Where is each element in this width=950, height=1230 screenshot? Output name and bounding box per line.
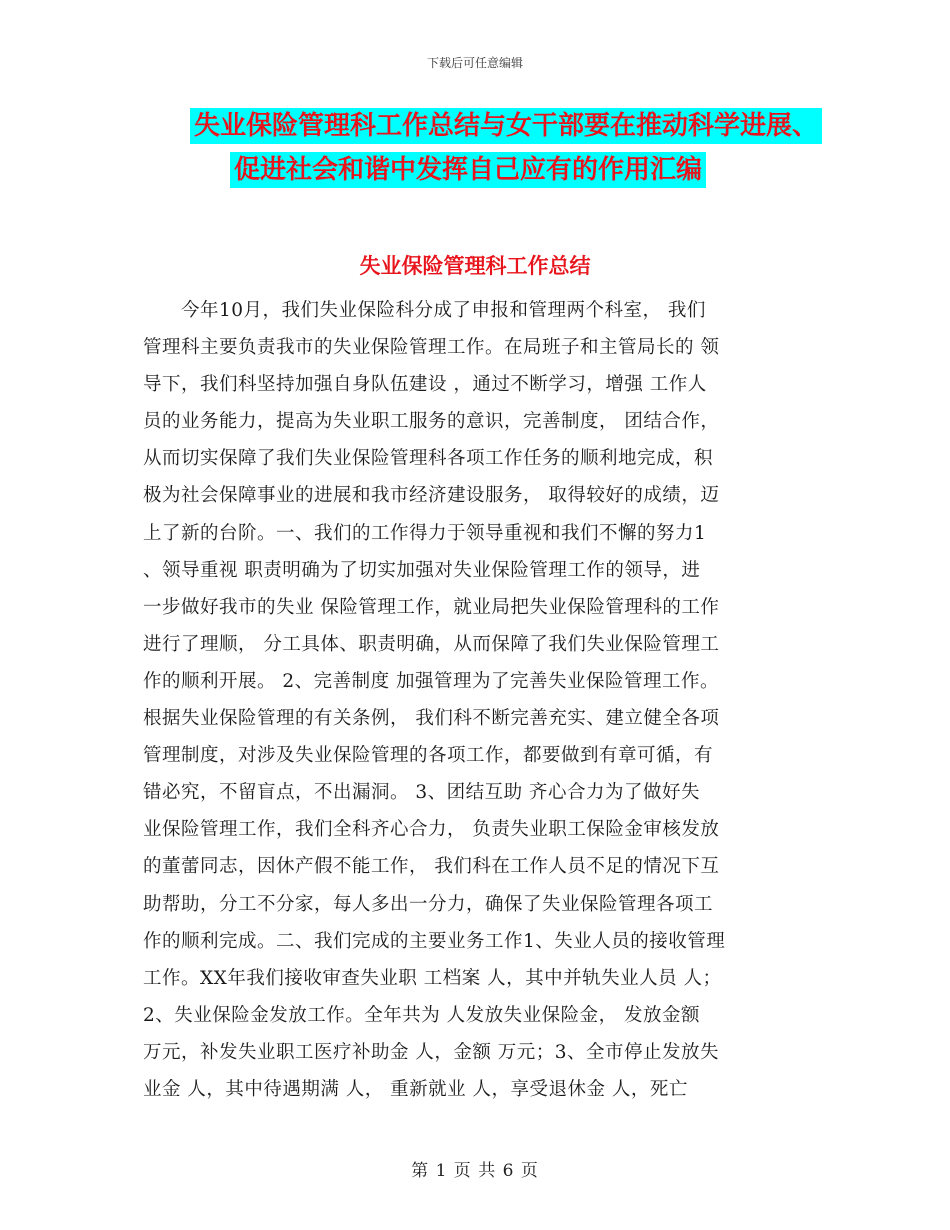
body-line: 的董蕾同志，因休产假不能工作， 我们科在工作人员不足的情况下互	[143, 856, 720, 878]
body-line: 业保险管理工作，我们全科齐心合力， 负责失业职工保险金审核发放	[143, 819, 720, 841]
body-line: 作的顺利完成。二、我们完成的主要业务工作1、失业人员的接收管理	[143, 930, 726, 952]
body-line: 、领导重视 职责明确为了切实加强对失业保险管理工作的领导，进	[143, 559, 701, 581]
body-line: 极为社会保障事业的进展和我市经济建设服务， 取得较好的成绩，迈	[143, 485, 720, 507]
body-line: 导下，我们科坚持加强自身队伍建设 ，通过不断学习，增强 工作人	[143, 374, 707, 396]
body-line: 作的顺利开展。 2、完善制度 加强管理为了完善失业保险管理工作。	[143, 670, 720, 692]
header-note: 下载后可任意编辑	[426, 56, 523, 70]
body-line: 错必究，不留盲点，不出漏洞。 3、团结互助 齐心合力为了做好失	[143, 782, 701, 804]
body-line: 进行了理顺， 分工具体、职责明确，从而保障了我们失业保险管理工	[143, 633, 720, 655]
body-line: 万元，补发失业职工医疗补助金 人，金额 万元；3、全市停止发放失	[143, 1041, 720, 1063]
body-line: 今年10月，我们失业保险科分成了申报和管理两个科室， 我们	[181, 300, 706, 321]
body-line: 根据失业保险管理的有关条例， 我们科不断完善充实、建立健全各项	[143, 708, 720, 730]
body-line: 管理科主要负责我市的失业保险管理工作。在局班子和主管局长的 领	[143, 337, 720, 359]
section-subtitle: 失业保险管理科工作总结	[359, 254, 591, 278]
title-line-1: 失业保险管理科工作总结与女干部要在推动科学进展、	[190, 108, 822, 144]
body-line: 业金 人，其中待遇期满 人， 重新就业 人，享受退休金 人，死亡	[143, 1078, 688, 1100]
title-line-2: 促进社会和谐中发挥自己应有的作用汇编	[230, 152, 706, 188]
body-line: 助帮助，分工不分家，每人多出一分力，确保了失业保险管理各项工	[143, 893, 714, 915]
body-line: 上了新的台阶。一、我们的工作得力于领导重视和我们不懈的努力1	[143, 522, 707, 544]
body-line: 工作。XX年我们接收审查失业职 工档案 人，其中并轨失业人员 人；	[143, 967, 722, 989]
body-line: 一步做好我市的失业 保险管理工作，就业局把失业保险管理科的工作	[143, 596, 720, 618]
page-footer: 第 1 页 共 6 页	[411, 1161, 539, 1181]
body-line: 管理制度，对涉及失业保险管理的各项工作，都要做到有章可循，有	[143, 745, 714, 767]
body-line: 从而切实保障了我们失业保险管理科各项工作任务的顺利地完成，积	[143, 448, 714, 470]
body-line: 员的业务能力，提高为失业职工服务的意识，完善制度， 团结合作，	[143, 411, 720, 433]
document-title	[190, 108, 830, 196]
body-line: 2、失业保险金发放工作。全年共为 人发放失业保险金， 发放金额	[143, 1004, 701, 1026]
body-text	[143, 292, 815, 1108]
